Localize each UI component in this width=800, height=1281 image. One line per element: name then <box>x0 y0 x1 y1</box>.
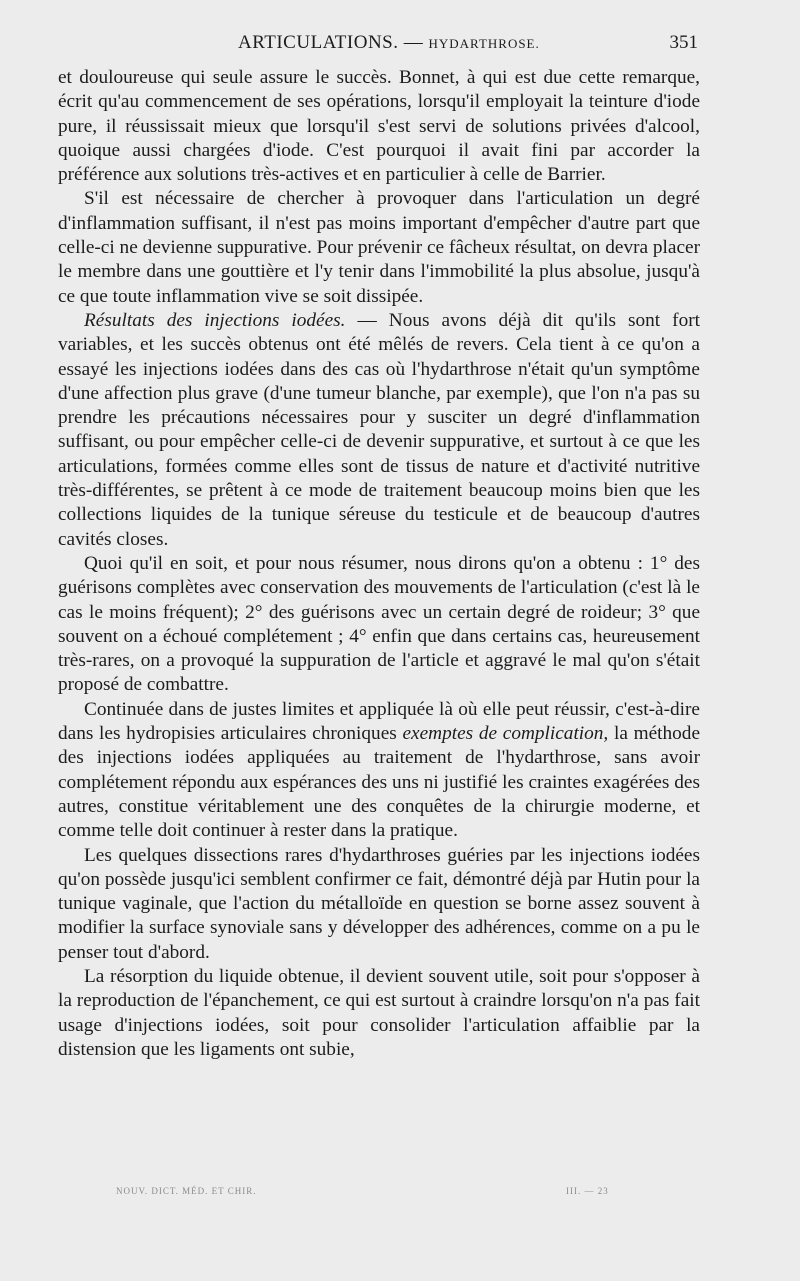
running-title: ARTICULATIONS. <box>238 32 399 53</box>
paragraph-results <box>58 309 700 552</box>
page-number: 351 <box>669 32 698 53</box>
paragraph: S'il est nécessaire de chercher à provoquer dans l'articulation un degré d'inflammation suffisant, il n'est pas moins important d'empêcher d'autre part que celle-ci ne devienne suppurative. Pour prévenir ce fâcheux résultat, on devra placer le membre dans une gouttière et l'y tenir dans l'immobilité la plus absolue, jusqu'à ce que toute inflammation vive se soit dissipée. <box>58 188 700 307</box>
running-head <box>238 32 540 54</box>
emphasis: exemptes de complication, <box>402 723 609 745</box>
paragraph-text: Continuée dans de justes limites et appliquée là où elle peut réussir, c'est-à-dire dans les hydropisies articulaires chroniques <box>58 698 700 745</box>
paragraph: La résorption du liquide obtenue, il devient souvent utile, soit pour s'opposer à la reproduction de l'épanchement, ce qui est surtout à craindre lorsqu'on n'a pas fait usage d'injections iodées, soit pour consolider l'articulation affaiblie par la distension que les ligaments ont subie, <box>58 965 700 1060</box>
running-dash: — <box>403 32 424 53</box>
printer-signature <box>116 1186 716 1196</box>
signature-left: NOUV. DICT. MÉD. ET CHIR. <box>116 1186 257 1196</box>
page-header <box>60 30 700 62</box>
section-heading: Résultats des injections iodées. <box>84 309 346 331</box>
paragraph-text: la méthode des injections iodées appliquées au traitement de l'hydarthrose, sans avoir complétement répondu aux espérances des uns ni justifié les craintes exagérées des autres, constitue véritablement une des conquêtes de la chirurgie moderne, et comme telle doit continuer à rester dans la pratique. <box>58 723 700 842</box>
paragraph: Quoi qu'il en soit, et pour nous résumer, nous dirons qu'on a obtenu : 1° des guérisons complètes avec conservation des mouvements de l'articulation (c'est là le cas le moins fréquent); 2° des guérisons avec un certain degré de roideur; 3° que souvent on a échoué complétement ; 4° enfin que dans certains cas, heureusement très-rares, on a provoqué la suppuration de l'article et aggravé le mal qu'on s'était proposé de combattre. <box>58 552 700 696</box>
body-text <box>58 66 700 1062</box>
paragraph-conclusion <box>58 698 700 844</box>
paragraph-text: — Nous avons déjà dit qu'ils sont fort variables, et les succès obtenus ont été mêlés de revers. Cela tient à ce qu'on a essayé les injections iodées dans des cas où l'hydarthrose n'était qu'un symptôme d'une affection plus grave (d'une tumeur blanche, par exemple), que l'on n'a pas su prendre les précautions nécessaires pour y susciter un degré d'inflammation suffisant, ou pour empêcher celle-ci de devenir suppurative, et surtout à ce que les articulations, formées comme elles sont de tissus de nature et d'activité nutritive très-différentes, se prêtent à ce mode de traitement beaucoup moins bien que les collections liquides de la tunique séreuse du testicule et de beaucoup d'autres cavités closes. <box>58 309 700 550</box>
paragraph: Les quelques dissections rares d'hydarthroses guéries par les injections iodées qu'on possède jusqu'ici semblent confirmer ce fait, démontré déjà par Hutin pour la tunique vaginale, que l'action du métalloïde en question se borne assez souvent à modifier la surface synoviale sans y développer des adhérences, comme on a pu le penser tout d'abord. <box>58 844 700 963</box>
running-subtitle: HYDARTHROSE. <box>428 36 540 51</box>
paragraph-continued: et douloureuse qui seule assure le succès. Bonnet, à qui est due cette remarque, écrit qu'au commencement de ses opérations, lorsqu'il employait la teinture d'iode pure, il réussissait mieux que lorsqu'il s'est servi de solutions privées d'alcool, quoique aussi chargées d'iode. C'est pourquoi il avait fini par accorder la préférence aux solutions très-actives et en particulier à celle de Barrier. <box>58 67 700 186</box>
signature-right: III. — 23 <box>566 1186 609 1196</box>
